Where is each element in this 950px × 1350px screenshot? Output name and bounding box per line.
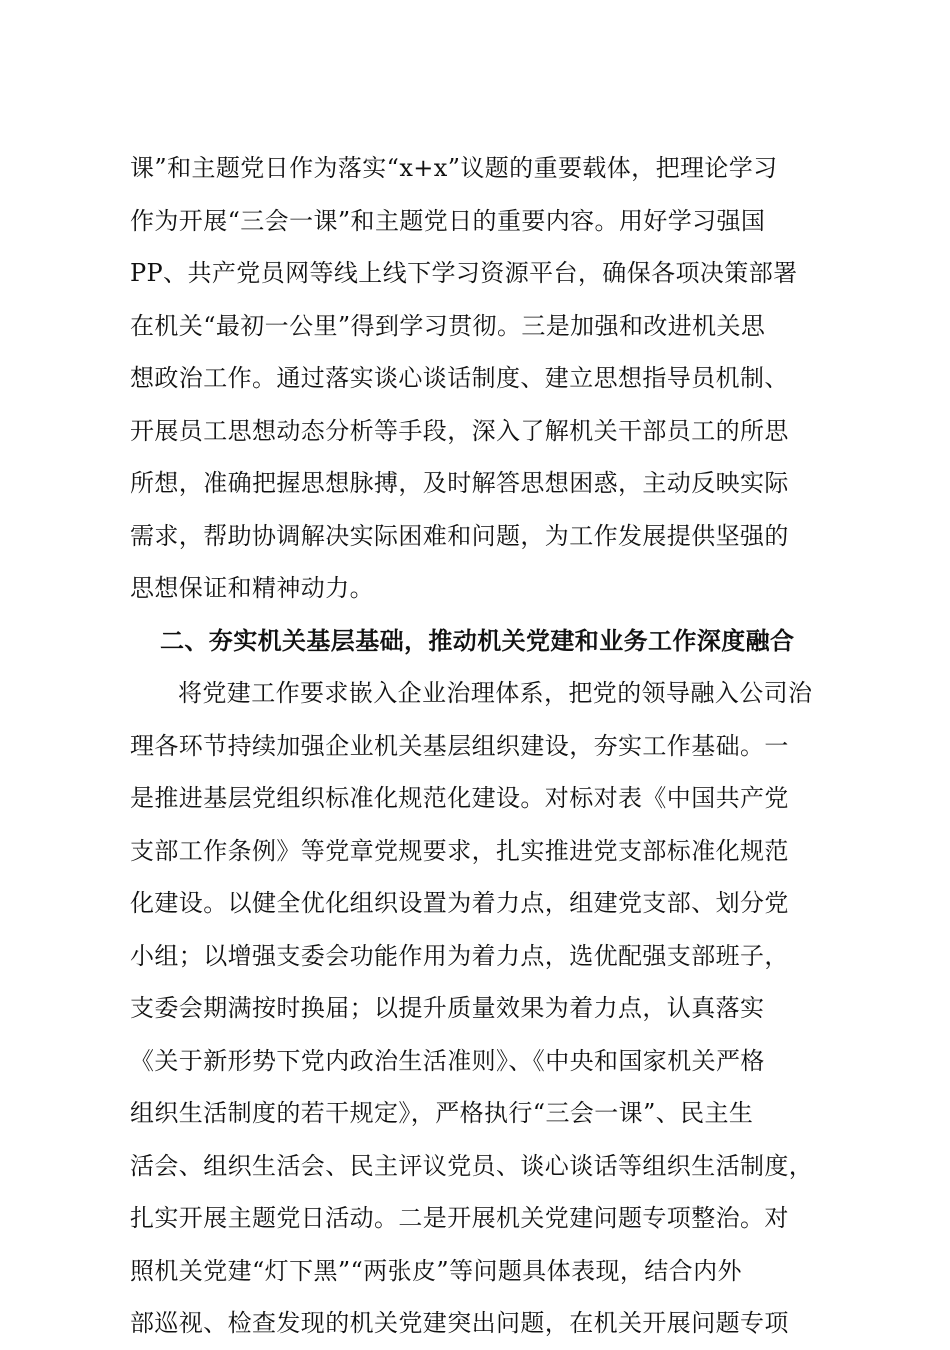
text-line: 扎实开展主题党日活动。二是开展机关党建问题专项整治。对 <box>130 1204 789 1232</box>
text-line: 理各环节持续加强企业机关基层组织建设，夯实工作基础。一 <box>130 731 789 760</box>
text-line: 开展员工思想动态分析等手段，深入了解机关干部员工的所思 <box>130 416 789 445</box>
text-line: 支部工作条例》等党章党规要求，扎实推进党支部标准化规范 <box>130 836 789 865</box>
text-line: 在机关“最初一公里”得到学习贯彻。三是加强和改进机关思 <box>130 311 766 340</box>
text-line: 课”和主题党日作为落实“x+x”议题的重要载体，把理论学习 <box>130 154 778 182</box>
text-line: 思想保证和精神动力。 <box>130 574 374 602</box>
text-line: 部巡视、检查发现的机关党建突出问题，在机关开展问题专项 <box>130 1309 789 1337</box>
section-heading: 二、夯实机关基层基础，推动机关党建和业务工作深度融合 <box>160 626 795 655</box>
text-line: 想政治工作。通过落实谈心谈话制度、建立思想指导员机制、 <box>130 364 789 392</box>
text-line: 化建设。以健全优化组织设置为着力点，组建党支部、划分党 <box>130 889 789 917</box>
paragraph-1 <box>130 142 830 615</box>
text-line: 小组；以增强支委会功能作用为着力点，选优配强支部班子， <box>130 941 789 970</box>
text-line: 将党建工作要求嵌入企业治理体系，把党的领导融入公司治 <box>178 679 813 707</box>
text-line: PP、共产党员网等线上线下学习资源平台，确保各项决策部署 <box>130 259 798 287</box>
text-line: 作为开展“三会一课”和主题党日的重要内容。用好学习强国 <box>130 206 766 235</box>
text-line: 需求，帮助协调解决实际困难和问题，为工作发展提供坚强的 <box>130 521 789 550</box>
text-line: 活会、组织生活会、民主评议党员、谈心谈话等组织生活制度， <box>130 1151 814 1180</box>
text-line: 组织生活制度的若干规定》，严格执行“三会一课”、民主生 <box>130 1099 754 1127</box>
paragraph-2 <box>130 667 830 1350</box>
document-body <box>130 142 830 1350</box>
text-line: 是推进基层党组织标准化规范化建设。对标对表《中国共产党 <box>130 784 789 812</box>
text-line: 照机关党建“灯下黑”“两张皮”等问题具体表现，结合内外 <box>130 1256 742 1285</box>
text-line: 支委会期满按时换届；以提升质量效果为着力点，认真落实 <box>130 994 765 1022</box>
text-line: 《关于新形势下党内政治生活准则》、《中央和国家机关严格 <box>130 1046 765 1075</box>
text-line: 所想，准确把握思想脉搏，及时解答思想困惑，主动反映实际 <box>130 469 789 497</box>
